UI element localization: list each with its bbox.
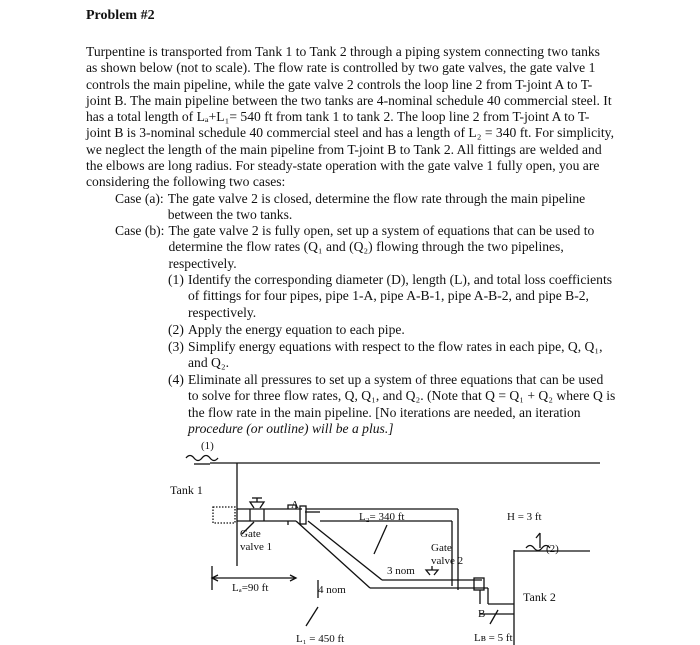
step-line: respectively. bbox=[188, 304, 257, 320]
step-3 bbox=[168, 339, 622, 372]
h-label: H = 3 ft bbox=[507, 511, 542, 523]
gate-valve-1-label-line1: Gate bbox=[240, 528, 261, 540]
gate-valve-1-body bbox=[250, 509, 264, 521]
step-line: the flow rate in the main pipeline. [No iterations are needed, an iteration bbox=[188, 404, 581, 420]
label-2: (2) bbox=[546, 543, 559, 555]
tank1-flange bbox=[213, 507, 235, 523]
piping-diagram bbox=[0, 420, 700, 645]
l2-label: L₂= 340 ft bbox=[359, 511, 405, 523]
case-a-label: Case (a): bbox=[115, 191, 164, 206]
step-line: procedure (or outline) will be a plus.] bbox=[188, 420, 394, 436]
nom4-label: 4 nom bbox=[318, 584, 346, 596]
gate-valve-1-label-line2: valve 1 bbox=[240, 541, 273, 553]
intro-line: we neglect the length of the main pipeline from T-joint B to Tank 2. All fittings are welded and bbox=[86, 141, 602, 157]
lb-leader bbox=[490, 610, 498, 624]
main-pipe-diagonal-upper bbox=[296, 521, 370, 588]
case-a-line: between the two tanks. bbox=[167, 207, 293, 223]
l2-leader bbox=[374, 525, 387, 554]
intro-line: has a total length of Lₐ+L₁= 540 ft from tank 1 to tank 2. The loop line 2 from T-joint A to T- bbox=[86, 109, 590, 125]
problem-intro bbox=[86, 44, 622, 191]
tank1-label: Tank 1 bbox=[170, 483, 203, 497]
case-a-line: The gate valve 2 is closed, determine the flow rate through the main pipeline bbox=[167, 191, 586, 206]
intro-line: as shown below (not to scale). The flow rate is controlled by two gate valves, the gate valve 1 bbox=[86, 60, 596, 76]
surface-marker-1 bbox=[186, 456, 218, 461]
step-2 bbox=[168, 322, 622, 338]
intro-line: considering the following two cases: bbox=[86, 174, 286, 190]
step-number: (2) bbox=[168, 322, 184, 337]
step-1 bbox=[168, 272, 622, 321]
intro-line: controls the main pipeline, while the gate valve 2 controls the loop line 2 from T-joint A to T- bbox=[86, 76, 593, 92]
step-line: Simplify energy equations with respect to the flow rates in each pipe, Q, Q₁, bbox=[188, 339, 603, 354]
gate-valve-2-icon bbox=[426, 570, 438, 575]
tank2-label: Tank 2 bbox=[523, 590, 556, 604]
step-number: (4) bbox=[168, 372, 184, 387]
label-1: (1) bbox=[201, 440, 214, 452]
intro-line: joint B. The main pipeline between the two tanks are 4-nominal schedule 40 commercial steel. It bbox=[86, 92, 612, 108]
step-number: (3) bbox=[168, 339, 184, 354]
l1-label: L₁ = 450 ft bbox=[296, 633, 345, 645]
intro-line: the elbows are long radius. For steady-state operation with the gate valve 1 fully open, you are bbox=[86, 158, 600, 174]
case-a bbox=[115, 191, 622, 224]
case-b-label: Case (b): bbox=[115, 223, 165, 238]
main-pipe-diagonal-lower bbox=[308, 521, 382, 580]
intro-line: joint B is 3-nominal schedule 40 commercial steel and has a length of L₂ = 340 ft. For simplicity, bbox=[86, 125, 614, 141]
point-b-label: B bbox=[478, 608, 486, 620]
step-line: to solve for three flow rates, Q, Q₁, and Q₂. (Note that Q = Q₁ + Q₂ where Q is bbox=[188, 388, 616, 404]
step-line: Apply the energy equation to each pipe. bbox=[188, 322, 405, 337]
intro-line: Turpentine is transported from Tank 1 to Tank 2 through a piping system connecting two tanks bbox=[86, 44, 600, 59]
case-b bbox=[115, 223, 622, 272]
case-b-line: determine the flow rates (Q₁ and (Q₂) flowing through the two pipelines, bbox=[168, 239, 564, 255]
case-b-line: The gate valve 2 is fully open, set up a system of equations that can be used to bbox=[168, 223, 595, 238]
case-b-line: respectively. bbox=[168, 255, 237, 271]
la-label: Lₐ=90 ft bbox=[232, 582, 269, 594]
nom3-label: 3 nom bbox=[387, 565, 415, 577]
point-a-label: A bbox=[291, 499, 299, 511]
step-line: Identify the corresponding diameter (D), length (L), and total loss coefficients bbox=[188, 272, 613, 287]
l1-leader bbox=[306, 607, 318, 626]
step-line: Eliminate all pressures to set up a system of three equations that can be used bbox=[188, 372, 604, 387]
step-number: (1) bbox=[168, 272, 184, 287]
gate-valve-1-icon bbox=[250, 502, 264, 508]
gate-valve-2-label-line2: valve 2 bbox=[431, 555, 464, 567]
problem-title: Problem #2 bbox=[86, 8, 155, 23]
gate-valve-2-label-line1: Gate bbox=[431, 542, 452, 554]
step-line: of fittings for four pipes, pipe 1-A, pipe A-B-1, pipe A-B-2, and pipe B-2, bbox=[188, 288, 589, 304]
step-line: and Q₂. bbox=[188, 355, 229, 371]
lb-label: Lʙ = 5 ft bbox=[474, 632, 513, 644]
